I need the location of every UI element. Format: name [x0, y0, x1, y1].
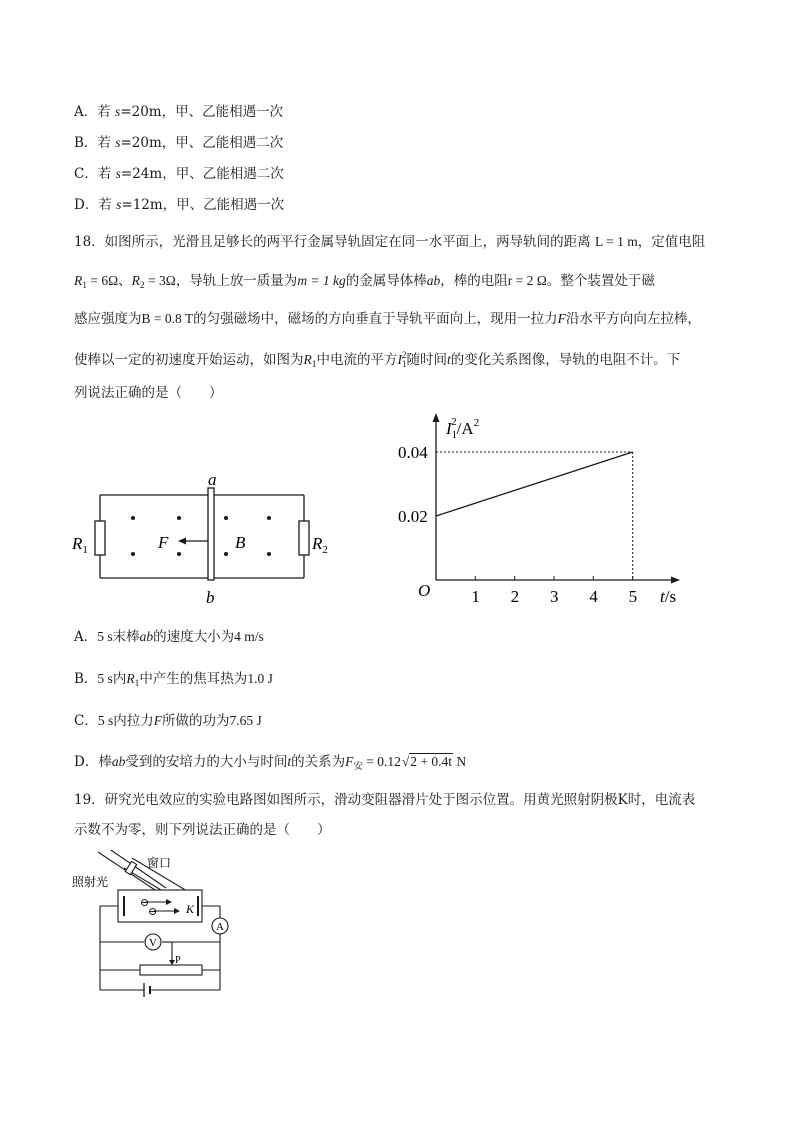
force-arrow-head [178, 538, 186, 545]
field-dot [177, 516, 181, 520]
window [125, 861, 136, 874]
y-tick-label: 0.02 [398, 507, 428, 526]
q18-stem-line4: 使棒以一定的初速度开始运动，如图为$R_1$中电流的平方$I_1^2$随时间t的变化关系图像，导轨的电阻不计。下 [74, 351, 681, 370]
ammeter-label: A [216, 921, 224, 933]
slider-label: P [175, 955, 181, 966]
q18-option-a: A．5 s末棒ab的速度大小为4 m/s [74, 629, 264, 645]
x-tick-label: 1 [471, 587, 480, 606]
q17-option-d: D．若 s=12m，甲、乙能相遇一次 [74, 197, 285, 213]
x-tick-label: 4 [589, 587, 598, 606]
field-dot [224, 516, 228, 520]
q18-stem-line5: 列说法正确的是（ ） [74, 385, 223, 401]
voltmeter-label: V [149, 937, 157, 949]
field-dot [131, 552, 135, 556]
data-line [436, 452, 633, 516]
q18-option-b: B．5 s内$R_1$中产生的焦耳热为1.0 J [74, 671, 273, 689]
label-field-b: B [235, 533, 246, 552]
x-tick-label: 5 [628, 587, 638, 606]
rheostat [140, 965, 202, 975]
q18-stem-line1: 18．如图所示，光滑且足够长的两平行金属导轨固定在同一水平面上，两导轨间的距离 L = 1 m，定值电阻 [74, 234, 706, 250]
label-a: a [208, 470, 217, 489]
resistor-r1 [95, 521, 105, 555]
label-r2: $R_2$ [312, 534, 328, 556]
field-dot [267, 552, 271, 556]
q19-stem-line1: 19．研究光电效应的实验电路图如图所示，滑动变阻器滑片处于图示位置。用黄光照射阴极K时，电流表 [74, 792, 696, 808]
x-tick-label: 2 [510, 587, 520, 606]
y-axis-label: $I_12/A^2$ [446, 416, 480, 441]
field-dot [131, 516, 135, 520]
q18-option-d: D．棒ab受到的安培力的大小与时间t的关系为$F_安 = 0.12√2 + 0.4t$ N [74, 754, 467, 772]
conductor-rod [208, 488, 214, 580]
q17-option-a: A．若 s=20m，甲、乙能相遇一次 [74, 104, 284, 120]
x-axis-label: t/s [660, 587, 677, 606]
window-label: 窗口 [147, 856, 172, 870]
label-r1: $R_1$ [72, 534, 88, 556]
cathode-label: K [186, 902, 195, 916]
electron-label: ⊖ [148, 906, 158, 918]
field-dot [224, 552, 228, 556]
q18-stem-line2: $R_1 = 6\Omega$、$R_2 = 3\Omega$，导轨上放一质量为m = 1 kg的金属导体棒ab，棒的电阻r = 2 Ω。整个装置处于磁 [74, 273, 655, 291]
label-b: b [206, 588, 215, 607]
resistor-r2 [299, 521, 309, 555]
radicand: 2 + 0.4t [410, 754, 453, 769]
field-dot [267, 516, 271, 520]
y-tick-label: 0.04 [398, 443, 428, 462]
q18-option-c: C．5 s内拉力F所做的功为7.65 J [74, 713, 262, 729]
field-dots [131, 516, 271, 556]
rail-circuit-diagram [64, 468, 344, 613]
photoelectric-circuit-diagram [70, 850, 245, 1000]
electron-label: ⊖ [140, 897, 150, 909]
q18-stem-line3: 感应强度为B = 0.8 T的匀强磁场中，磁场的方向垂直于导轨平面向上，现用一拉力F沿水平方向向左拉棒， [74, 311, 701, 327]
light-label: 照射光 [72, 875, 109, 889]
current-squared-chart [388, 410, 698, 610]
field-dot [177, 552, 181, 556]
y-axis-arrow [433, 413, 440, 422]
q17-option-b: B．若 s=20m，甲、乙能相遇二次 [74, 135, 284, 151]
origin-label: O [418, 581, 431, 600]
q17-option-c: C．若 s=24m，甲、乙能相遇二次 [74, 166, 284, 182]
q19-stem-line2: 示数不为零，则下列说法正确的是（ ） [74, 822, 331, 838]
label-force-f: F [158, 533, 169, 552]
x-tick-label: 3 [550, 587, 559, 606]
x-axis-arrow [671, 577, 680, 584]
